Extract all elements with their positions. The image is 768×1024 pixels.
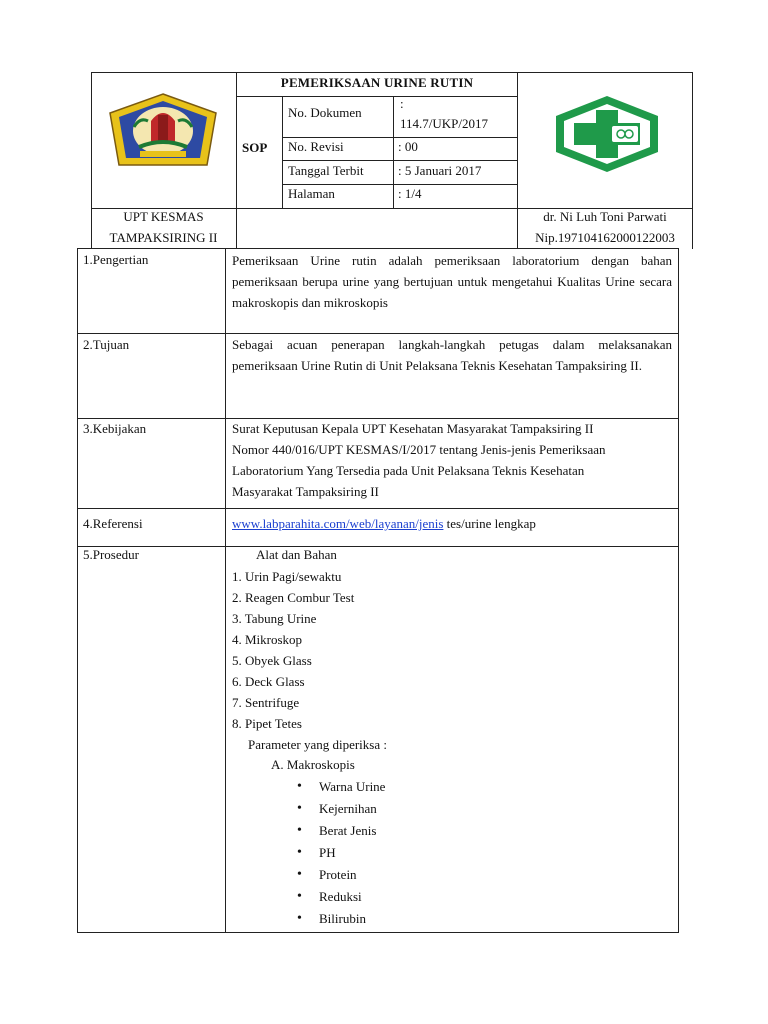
- org-name-line2: TAMPAKSIRING II: [109, 230, 218, 245]
- list-item: • PH: [297, 845, 385, 867]
- list-item: 7. Sentrifuge: [232, 695, 300, 710]
- list-item: • Berat Jenis: [297, 823, 385, 845]
- field-label-no-revisi: No. Revisi: [288, 139, 344, 154]
- puskesmas-green-cross-logo: [552, 94, 662, 174]
- section-label-pengertian: 1.Pengertian: [83, 252, 149, 267]
- field-value-halaman: : 1/4: [398, 186, 422, 201]
- field-value-no-revisi: : 00: [398, 139, 418, 154]
- kebijakan-line-1: Surat Keputusan Kepala UPT Kesehatan Masyarakat Tampaksiring II: [232, 421, 594, 436]
- list-item: 2. Reagen Combur Test: [232, 590, 355, 605]
- field-label-halaman: Halaman: [288, 186, 335, 201]
- section-label-prosedur: 5.Prosedur: [83, 547, 139, 562]
- list-item: 8. Pipet Tetes: [232, 716, 302, 731]
- signer-nip: Nip.197104162000122003: [535, 230, 675, 245]
- list-item: 1. Urin Pagi/sewaktu: [232, 569, 342, 584]
- section-label-kebijakan: 3.Kebijakan: [83, 421, 147, 436]
- kebijakan-line-3: Laboratorium Yang Tersedia pada Unit Pelaksana Teknis Kesehatan: [232, 463, 585, 478]
- field-value-no-dokumen-colon: :: [400, 96, 404, 111]
- sop-label: SOP: [242, 140, 268, 155]
- list-item: 6. Deck Glass: [232, 674, 305, 689]
- referensi-text: [232, 516, 536, 532]
- list-item: • Warna Urine: [297, 779, 385, 801]
- section-text-tujuan: Sebagai acuan penerapan langkah-langkah petugas dalam melaksanakan pemeriksaan Urine Rutin di Unit Pelaksana Teknis Kesehatan Tampaksiring II.: [232, 337, 672, 373]
- kebijakan-line-4: Masyarakat Tampaksiring II: [232, 484, 379, 499]
- section-label-tujuan: 2.Tujuan: [83, 337, 130, 352]
- referensi-suffix: tes/urine lengkap: [443, 516, 536, 531]
- makroskopis-title: A. Makroskopis: [271, 757, 355, 772]
- list-item: 4. Mikroskop: [232, 632, 303, 647]
- kebijakan-line-2: Nomor 440/016/UPT KESMAS/I/2017 tentang Jenis-jenis Pemeriksaan: [232, 442, 606, 457]
- field-label-no-dokumen: No. Dokumen: [288, 105, 362, 120]
- referensi-link[interactable]: www.labparahita.com/web/layanan/jenis: [232, 516, 444, 531]
- list-item: 3. Tabung Urine: [232, 611, 317, 626]
- alat-dan-bahan-title: Alat dan Bahan: [256, 547, 337, 562]
- alat-list: [232, 569, 354, 737]
- list-item: • Bilirubin: [297, 911, 385, 933]
- list-item: • Reduksi: [297, 889, 385, 911]
- list-item: • Kejernihan: [297, 801, 385, 823]
- parameter-title: Parameter yang diperiksa :: [248, 737, 387, 752]
- document-title: PEMERIKSAAN URINE RUTIN: [280, 75, 474, 90]
- signer-name: dr. Ni Luh Toni Parwati: [543, 209, 667, 224]
- list-item: 5. Obyek Glass: [232, 653, 312, 668]
- section-text-pengertian: Pemeriksaan Urine rutin adalah pemeriksaan laboratorium dengan bahan pemeriksaan berupa urine yang bertujuan untuk mengetahui Kualitas Urine secara makroskopis dan mikroskopis: [232, 253, 672, 310]
- makroskopis-list: [297, 779, 385, 933]
- field-label-tanggal-terbit: Tanggal Terbit: [288, 163, 364, 178]
- list-item: • Protein: [297, 867, 385, 889]
- regency-crest-logo: [104, 91, 222, 171]
- field-value-no-dokumen: 114.7/UKP/2017: [400, 116, 488, 131]
- field-value-tanggal-terbit: : 5 Januari 2017: [398, 163, 482, 178]
- section-label-referensi: 4.Referensi: [83, 516, 143, 531]
- org-name-line1: UPT KESMAS: [123, 209, 204, 224]
